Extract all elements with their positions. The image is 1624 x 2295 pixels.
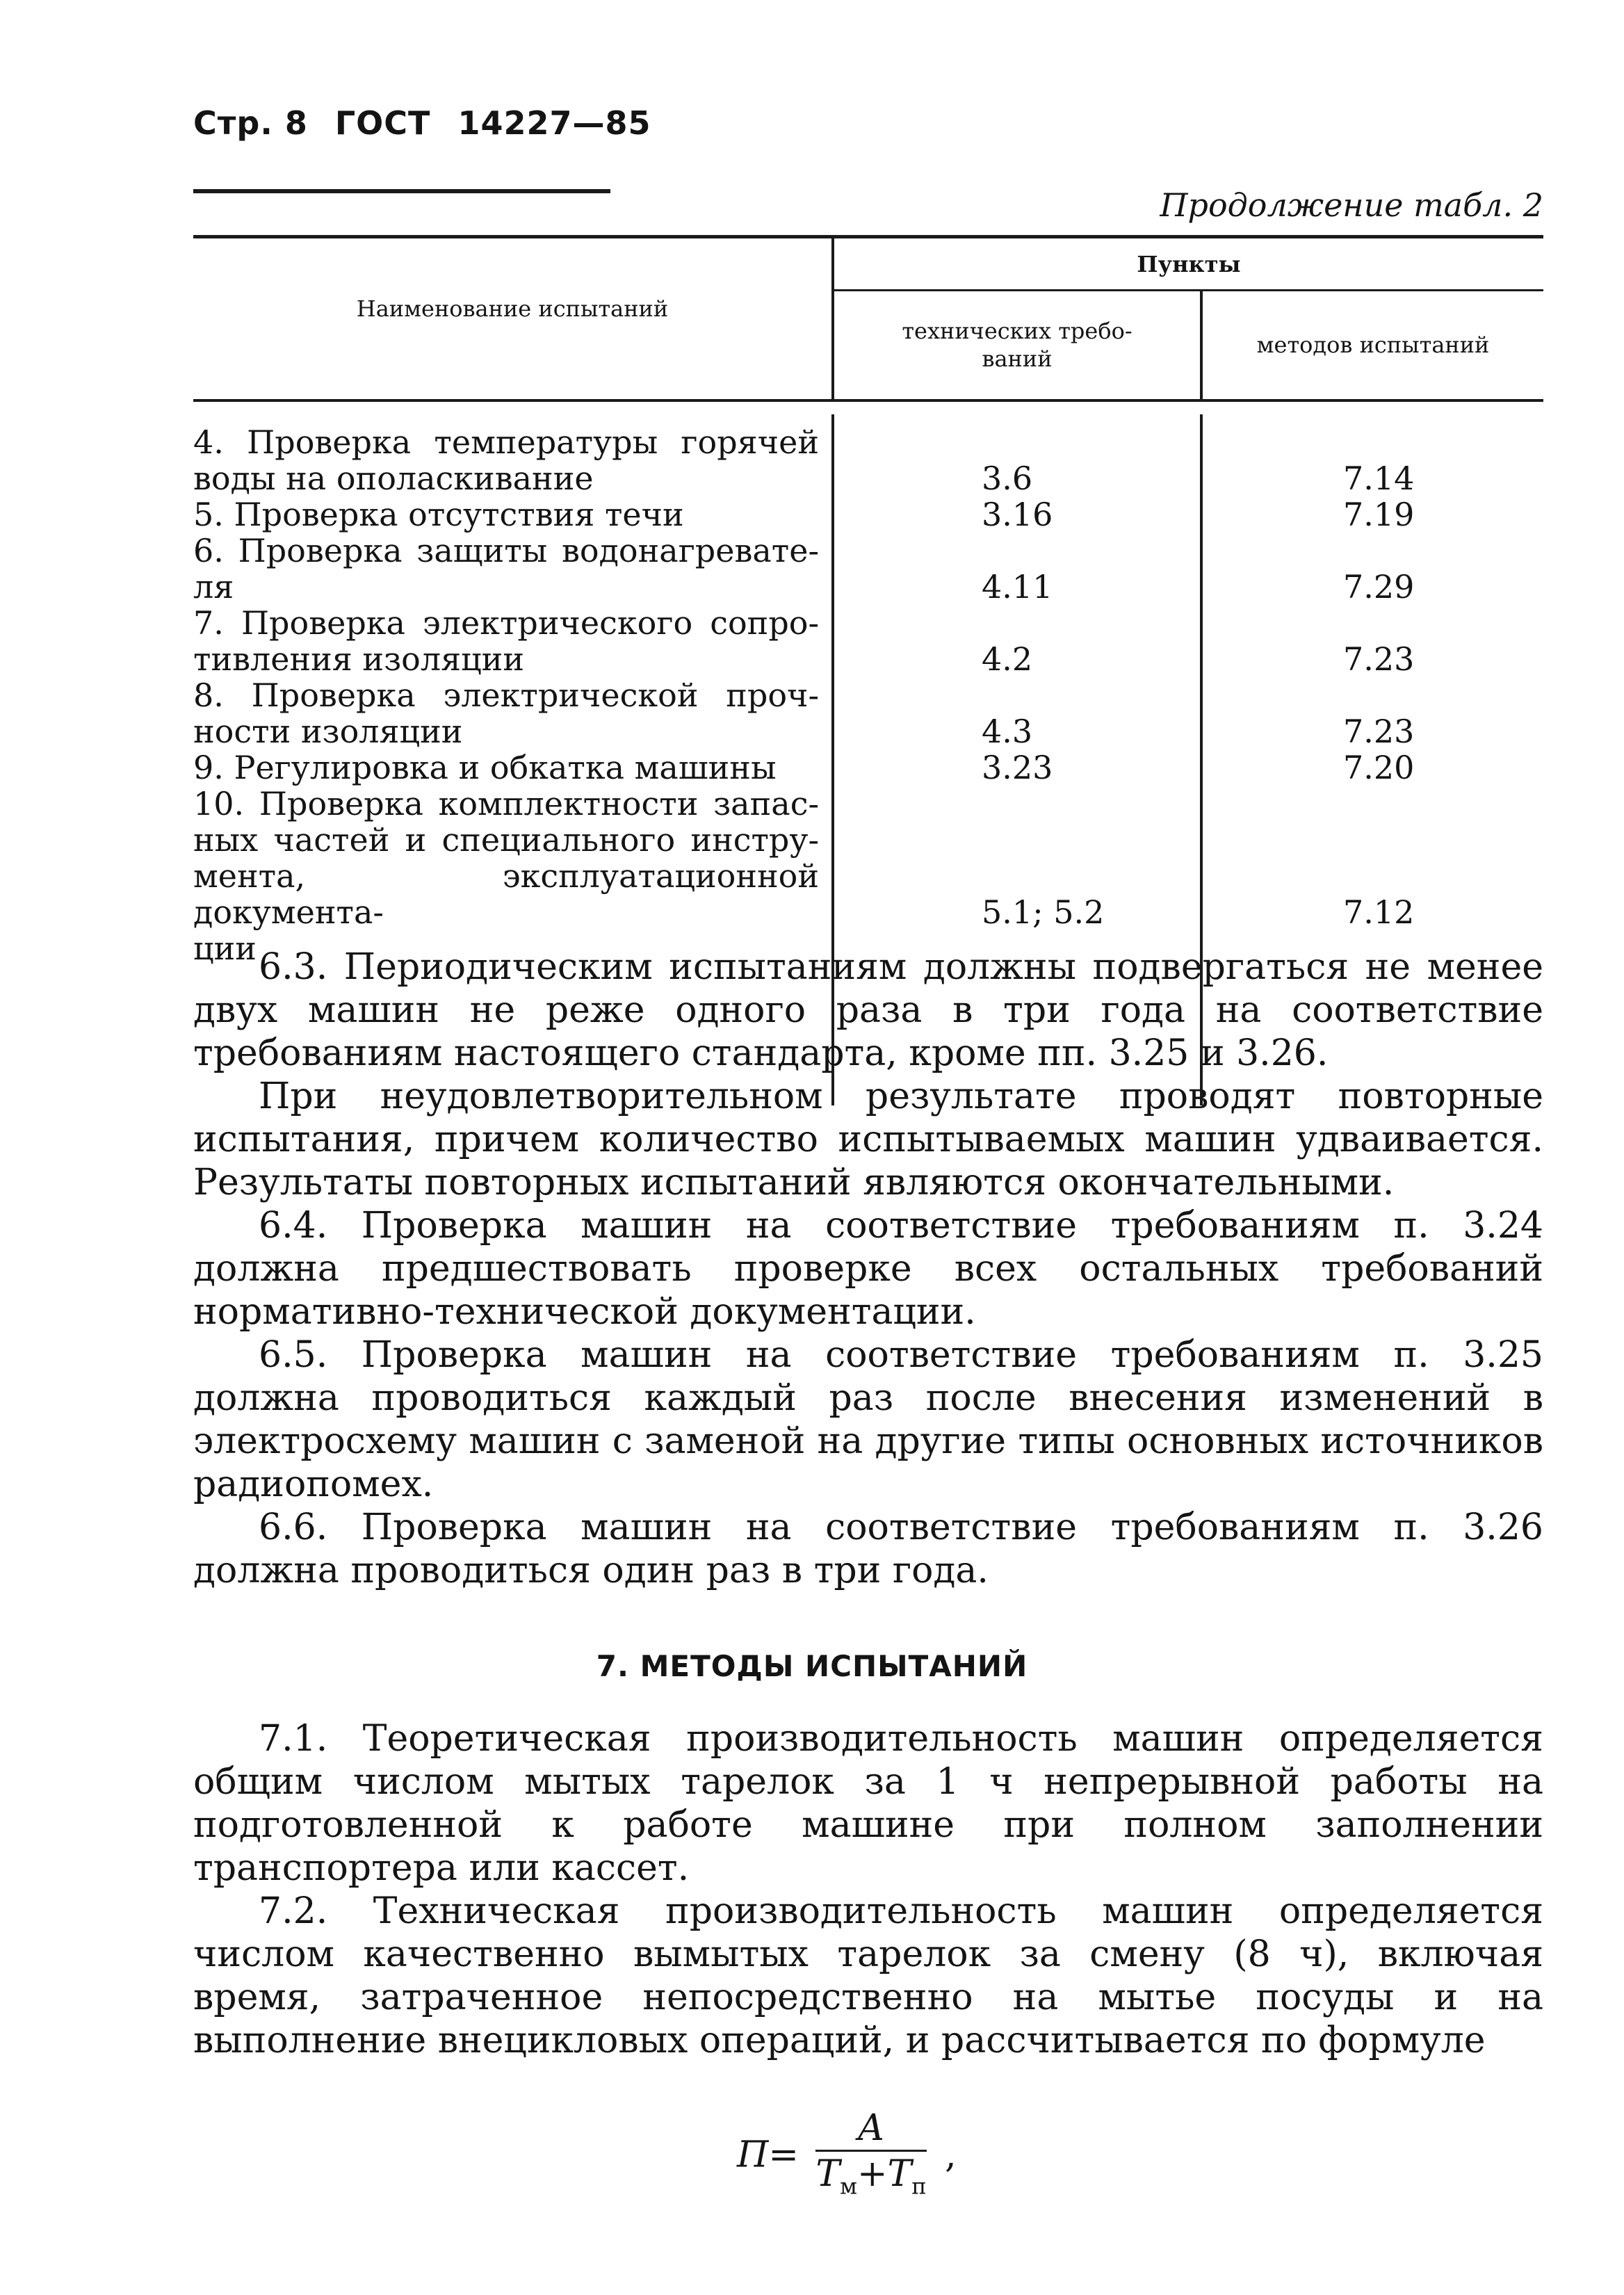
row-4-line-2: воды на ополаскивание — [193, 460, 594, 497]
row-10-line-3: мента, эксплуатационной документа- — [193, 857, 819, 931]
row-4-line-1: 4. Проверка температуры горячей — [193, 423, 819, 461]
formula-t2: T — [887, 2153, 912, 2195]
section-7-title: 7. МЕТОДЫ ИСПЫТАНИЙ — [596, 1649, 1028, 1683]
row-5-name — [193, 496, 819, 533]
paragraph-6-4: 6.4. Проверка машин на соответствие требованиям п. 3.24 должна предшествовать проверке всех остальных требований нормативно-технической документации. — [193, 1205, 1543, 1333]
formula-sub-m: м — [840, 2173, 858, 2200]
section-7-text — [193, 1717, 1543, 2062]
row-6-line-1: 6. Проверка защиты водонагревате- — [193, 532, 819, 569]
formula-sub-p: п — [911, 2173, 927, 2200]
formula-numerator: A — [815, 2107, 926, 2152]
formula-denominator — [815, 2152, 926, 2208]
formula-comma: , — [945, 2134, 957, 2176]
row-6-tech: 4.11 — [982, 568, 1053, 606]
section-6-text — [193, 946, 1543, 1592]
row-8-line-1: 8. Проверка электрической проч- — [193, 676, 819, 714]
row-7-tech: 4.2 — [982, 640, 1033, 678]
row-10-tech: 5.1; 5.2 — [982, 893, 1105, 931]
row-9-method: 7.20 — [1343, 749, 1415, 786]
row-9-line-1: 9. Регулировка и обкатка машины — [193, 749, 777, 786]
productivity-formula — [737, 2107, 957, 2208]
row-8-name — [193, 677, 819, 749]
formula-plus: + — [857, 2153, 888, 2195]
row-10-line-4: ции — [193, 930, 257, 967]
row-6-method: 7.29 — [1343, 568, 1415, 606]
col-tech-header: технических требо- ваний — [902, 318, 1132, 372]
paragraph-6-5: 6.5. Проверка машин на соответствие требованиям п. 3.25 должна проводиться каждый раз после внесения изменений в электросхему машин с заменой на другие типы основных источников радиопомех. — [193, 1334, 1543, 1505]
standard-label: ГОСТ — [334, 104, 431, 142]
col-points-header: Пункты — [1137, 251, 1241, 277]
row-5-tech: 3.16 — [982, 496, 1053, 533]
row-4-method: 7.14 — [1343, 460, 1415, 497]
paragraph-7-1: 7.1. Теоретическая производительность машин определяется общим числом мытых тарелок за 1 ч непрерывной работы на подготовленной к работе машине при полном заполнении транспортера или кассет. — [193, 1718, 1543, 1889]
page-number: Стр. 8 — [193, 104, 308, 142]
row-8-line-2: ности изоляции — [193, 713, 463, 750]
col-methods-header: методов испытаний — [1256, 332, 1490, 358]
row-7-line-1: 7. Проверка электрического сопро- — [193, 604, 819, 642]
formula-fraction — [815, 2107, 926, 2208]
row-6-line-2: ля — [193, 568, 234, 606]
row-7-method: 7.23 — [1343, 640, 1415, 678]
row-8-tech: 4.3 — [982, 713, 1033, 750]
table-top-rule — [193, 235, 1543, 238]
row-10-method: 7.12 — [1343, 893, 1415, 931]
table-caption: Продолжение табл. 2 — [1160, 186, 1543, 224]
points-rule — [834, 289, 1543, 291]
row-10-line-2: ных частей и специального инстру- — [193, 821, 819, 859]
row-5-line-1: 5. Проверка отсутствия течи — [193, 496, 684, 533]
row-8-method: 7.23 — [1343, 713, 1415, 750]
paragraph-6-3-retest: При неудовлетворительном результате проводят повторные испытания, причем количество испытываемых машин удваивается. Результаты повторных испытаний являются окончательными. — [193, 1076, 1543, 1203]
row-4-name — [193, 424, 819, 496]
row-10-name — [193, 786, 819, 966]
paragraph-6-6: 6.6. Проверка машин на соответствие требованиям п. 3.26 должна проводиться один раз в три года. — [193, 1507, 1543, 1591]
row-9-tech: 3.23 — [982, 749, 1053, 786]
header-rule — [193, 189, 610, 193]
standard-number: 14227—85 — [457, 104, 651, 142]
paragraph-6-3: 6.3. Периодическим испытаниям должны подвергаться не менее двух машин не реже одного раза в три года на соответствие требованиям настоящего стандарта, кроме пп. 3.25 и 3.26. — [193, 946, 1543, 1074]
row-4-tech: 3.6 — [982, 460, 1033, 497]
formula-t1: T — [815, 2153, 841, 2195]
row-10-line-1: 10. Проверка комплектности запас- — [193, 785, 819, 822]
paragraph-7-2: 7.2. Техническая производительность машин определяется числом качественно вымытых тарелок за смену (8 ч), включая время, затраченное непосредственно на мытье посуды и на выполнение внецикловых операций, и рассчитывается по формуле — [193, 1890, 1543, 2061]
row-5-method: 7.19 — [1343, 496, 1415, 533]
table-header-rule — [193, 399, 1543, 402]
col-name-header: Наименование испытаний — [356, 295, 669, 322]
row-6-name — [193, 533, 819, 605]
formula-lhs: П= — [737, 2134, 799, 2176]
row-7-name — [193, 605, 819, 677]
row-9-name — [193, 749, 819, 786]
row-7-line-2: тивления изоляции — [193, 640, 524, 678]
page-header — [193, 104, 667, 142]
